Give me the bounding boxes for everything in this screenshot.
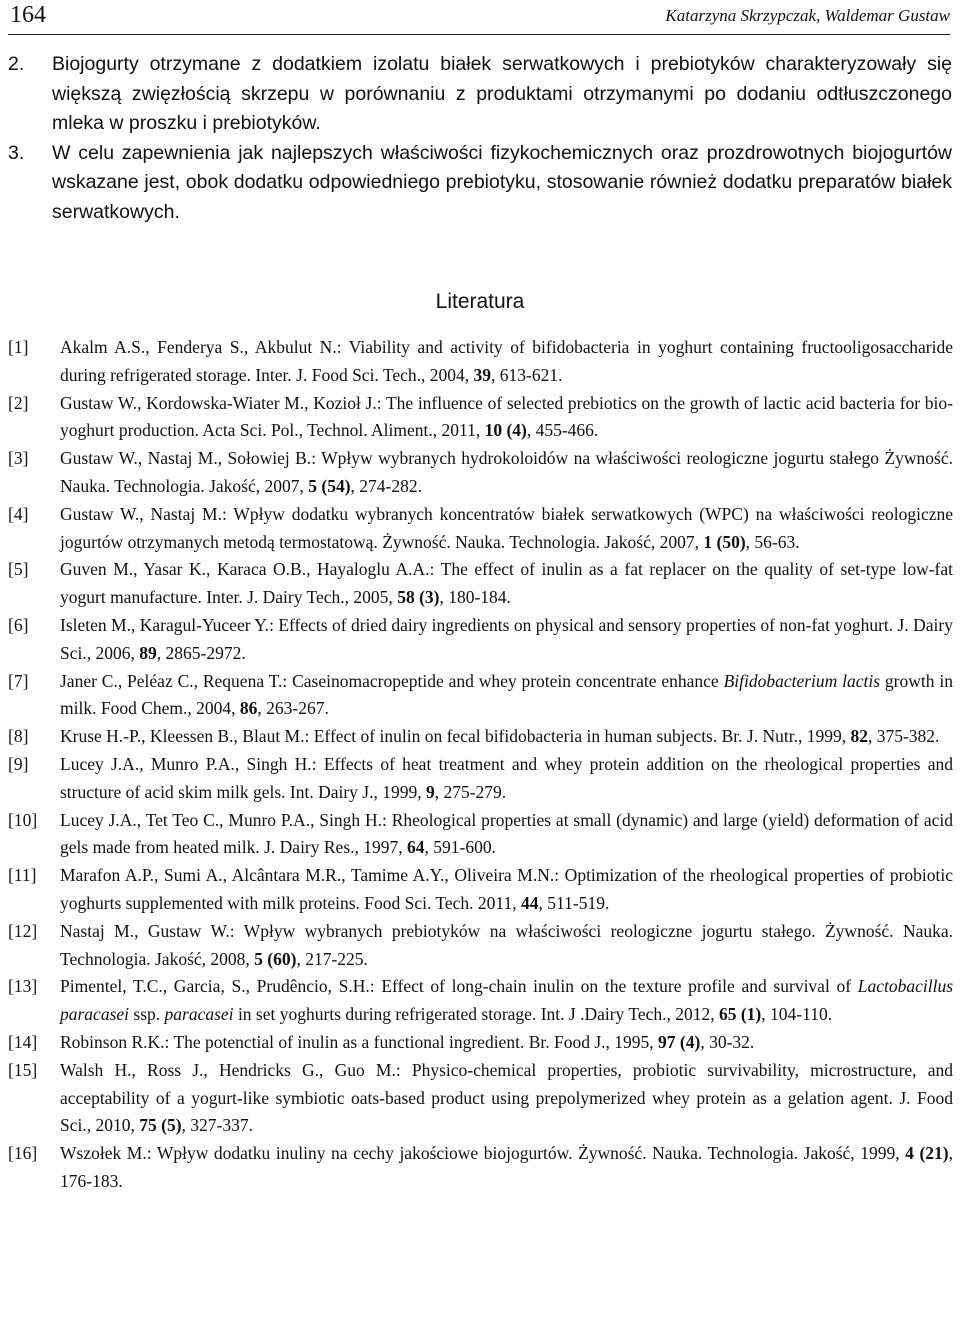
reference-authors: Gustaw W., Nastaj M.	[60, 503, 222, 524]
reference-item	[8, 751, 953, 807]
conclusions-list	[8, 50, 952, 227]
reference-authors: Pimentel, T.C., Garcia, S., Prudêncio, S.H.	[60, 976, 370, 997]
reference-text: Isleten M., Karagul-Yuceer Y.: Effects of dried dairy ingredients on physical and sensory properties of non-fat yoghurt. J. Dairy Sci., 2006, 89, 2865-2972.	[60, 614, 953, 663]
reference-item	[8, 1057, 953, 1140]
conclusion-item	[8, 139, 952, 228]
conclusion-number: 2.	[8, 53, 25, 75]
reference-item	[8, 501, 953, 557]
reference-number: [16]	[8, 1143, 38, 1164]
reference-volume: 1 (50)	[703, 531, 746, 552]
reference-item	[8, 668, 953, 724]
reference-authors: Kruse H.-P., Kleessen B., Blaut M.	[60, 726, 305, 747]
reference-text: Lucey J.A., Tet Teo C., Munro P.A., Singh H.: Rheological properties at small (dynamic) and large (yield) deformation of acid gels made from heated milk. J. Dairy Res., 1997, 64, 591-600.	[60, 809, 953, 858]
reference-number: [5]	[8, 559, 29, 580]
reference-number: [1]	[8, 337, 29, 357]
page-header	[8, 0, 950, 35]
reference-volume: 4 (21)	[905, 1143, 949, 1164]
reference-volume: 10 (4)	[484, 420, 527, 441]
reference-item	[8, 862, 953, 918]
reference-authors: Janer C., Peléaz C., Requena T.	[60, 670, 283, 691]
subspecies-name: paracasei	[164, 1004, 234, 1025]
reference-authors: Lucey J.A., Munro P.A., Singh H.	[60, 753, 312, 774]
reference-authors: Gustaw W., Nastaj M., Sołowiej B.	[60, 448, 312, 469]
reference-text: Janer C., Peléaz C., Requena T.: Caseinomacropeptide and whey protein concentrate enhance Bifidobacterium lactis growth in milk. Food Chem., 2004, 86, 263-267.	[60, 670, 953, 719]
reference-number: [9]	[8, 753, 29, 774]
reference-number: [4]	[8, 503, 29, 524]
reference-text: Gustaw W., Nastaj M.: Wpływ dodatku wybranych koncentratów białek serwatkowych (WPC) na właściwości reologiczne jogurtów otrzymanych metodą termostatową. Żywność. Nauka. Technologia. Jakość, 2007, 1 (50), 56-63.	[60, 503, 953, 552]
reference-authors: Marafon A.P., Sumi A., Alcântara M.R., Tamime A.Y., Oliveira M.N.	[60, 865, 555, 886]
reference-text: Walsh H., Ross J., Hendricks G., Guo M.: Physico-chemical properties, probiotic survivability, microstructure, and acceptability of a yogurt-like symbiotic oats-based product using prepolymerized whey protein as a gelation agent. J. Food Sci., 2010, 75 (5), 327-337.	[60, 1059, 953, 1136]
reference-item	[8, 807, 953, 863]
reference-volume: 65 (1)	[718, 1004, 762, 1025]
reference-text: Akalm A.S., Fenderya S., Akbulut N.: Viability and activity of bifidobacteria in yoghurt containing fructooligosaccharide during refrigerated storage. Inter. J. Food Sci. Tech., 2004, 39, 613-621.	[60, 337, 953, 385]
running-head: Katarzyna Skrzypczak, Waldemar Gustaw	[665, 6, 950, 25]
reference-number: [3]	[8, 448, 29, 469]
reference-item	[8, 445, 953, 501]
reference-item	[8, 612, 953, 668]
reference-authors: Guven M., Yasar K., Karaca O.B., Hayaloglu A.A.	[60, 559, 430, 580]
reference-text: Marafon A.P., Sumi A., Alcântara M.R., Tamime A.Y., Oliveira M.N.: Optimization of the rheological properties of probiotic yoghurts supplemented with milk proteins. Food Sci. Tech. 2011, 44, 511-519.	[60, 865, 953, 913]
reference-authors: Nastaj M., Gustaw W.	[60, 920, 230, 941]
reference-number: [7]	[8, 670, 29, 691]
reference-volume: 44	[521, 892, 539, 913]
reference-number: [8]	[8, 726, 29, 747]
reference-number: [15]	[8, 1059, 38, 1080]
conclusion-text: W celu zapewnienia jak najlepszych właściwości fizykochemicznych oraz prozdrowotnych biojogurtów wskazane jest, obok dodatku odpowiedniego prebiotyku, stosowanie również dodatku preparatów białek serwatkowych.	[52, 141, 952, 223]
reference-item	[8, 1029, 953, 1057]
conclusion-item	[8, 50, 952, 139]
page-number: 164	[10, 2, 46, 28]
reference-volume: 89	[139, 642, 157, 663]
reference-number: [2]	[8, 392, 29, 413]
reference-item	[8, 1140, 953, 1196]
reference-volume: 82	[850, 726, 868, 747]
reference-number: [10]	[8, 809, 38, 830]
reference-volume: 97 (4)	[658, 1031, 701, 1052]
reference-authors: Akalm A.S., Fenderya S., Akbulut N.	[60, 337, 337, 357]
reference-number: [11]	[8, 865, 37, 886]
reference-volume: 39	[473, 364, 491, 385]
reference-volume: 86	[239, 698, 258, 719]
reference-number: [13]	[8, 976, 38, 997]
reference-volume: 9	[425, 781, 435, 802]
reference-item	[8, 556, 953, 612]
reference-volume: 75 (5)	[139, 1115, 182, 1136]
reference-authors: Walsh H., Ross J., Hendricks G., Guo M.	[60, 1059, 396, 1080]
reference-number: [14]	[8, 1031, 38, 1052]
reference-number: [6]	[8, 614, 29, 635]
reference-text: Gustaw W., Kordowska-Wiater M., Kozioł J.: The influence of selected prebiotics on the growth of lactic acid bacteria for bio-yoghurt production. Acta Sci. Pol., Technol. Aliment., 2011, 10 (4), 455-466.	[60, 392, 953, 441]
reference-number: [12]	[8, 920, 38, 941]
reference-authors: Gustaw W., Kordowska-Wiater M., Kozioł J.	[60, 392, 377, 413]
reference-text: Robinson R.K.: The potenctial of inulin as a functional ingredient. Br. Food J., 1995, 97 (4), 30-32.	[60, 1031, 755, 1052]
reference-text: Lucey J.A., Munro P.A., Singh H.: Effects of heat treatment and whey protein addition on the rheological properties and structure of acid skim milk gels. Int. Dairy J., 1999, 9, 275-279.	[60, 753, 953, 802]
species-name: Lactobacillus paracasei	[60, 976, 954, 1025]
reference-text: Pimentel, T.C., Garcia, S., Prudêncio, S.H.: Effect of long-chain inulin on the texture profile and survival of Lactobacillus paracasei ssp. paracasei in set yoghurts during refrigerated storage. Int. J .Dairy Tech., 2012, 65 (1), 104-110.	[60, 976, 954, 1025]
reference-item	[8, 973, 953, 1029]
reference-item	[8, 390, 953, 446]
conclusion-number: 3.	[8, 141, 25, 164]
reference-volume: 58 (3)	[397, 587, 440, 608]
reference-authors: Robinson R.K.	[60, 1031, 165, 1052]
reference-text: Nastaj M., Gustaw W.: Wpływ wybranych prebiotyków na właściwości reologiczne jogurtu stałego. Żywność. Nauka. Technologia. Jakość, 2008, 5 (60), 217-225.	[60, 920, 953, 969]
conclusion-text: Biojogurty otrzymane z dodatkiem izolatu białek serwatkowych i prebiotyków charakteryzowały się większą zwięzłością skrzepu w porównaniu z produktami otrzymanymi po dodaniu odtłuszczonego mleka w proszku i prebiotyków.	[52, 53, 952, 134]
reference-item	[8, 723, 953, 751]
reference-volume: 5 (60)	[254, 948, 297, 969]
reference-text: Wszołek M.: Wpływ dodatku inuliny na cechy jakościowe biojogurtów. Żywność. Nauka. Technologia. Jakość, 1999, 4 (21), 176-183.	[60, 1143, 953, 1191]
reference-text: Guven M., Yasar K., Karaca O.B., Hayaloglu A.A.: The effect of inulin as a fat replacer on the quality of set-type low-fat yogurt manufacture. Inter. J. Dairy Tech., 2005, 58 (3), 180-184.	[60, 559, 953, 608]
reference-text: Kruse H.-P., Kleessen B., Blaut M.: Effect of inulin on fecal bifidobacteria in human subjects. Br. J. Nutr., 1999, 82, 375-382.	[60, 726, 940, 747]
species-name: Bifidobacterium lactis	[723, 670, 881, 691]
reference-item	[8, 918, 953, 974]
reference-item	[8, 334, 953, 390]
reference-volume: 5 (54)	[308, 475, 351, 496]
literature-heading: Literatura	[435, 290, 525, 313]
reference-list	[8, 334, 953, 1196]
reference-text: Gustaw W., Nastaj M., Sołowiej B.: Wpływ wybranych hydrokoloidów na właściwości reologiczne jogurtu stałego Żywność. Nauka. Technologia. Jakość, 2007, 5 (54), 274-282.	[60, 448, 954, 496]
reference-authors: Wszołek M.	[60, 1143, 147, 1164]
reference-authors: Lucey J.A., Tet Teo C., Munro P.A., Singh H.	[60, 809, 382, 830]
reference-authors: Isleten M., Karagul-Yuceer Y.	[60, 614, 270, 635]
reference-volume: 64	[407, 837, 425, 858]
